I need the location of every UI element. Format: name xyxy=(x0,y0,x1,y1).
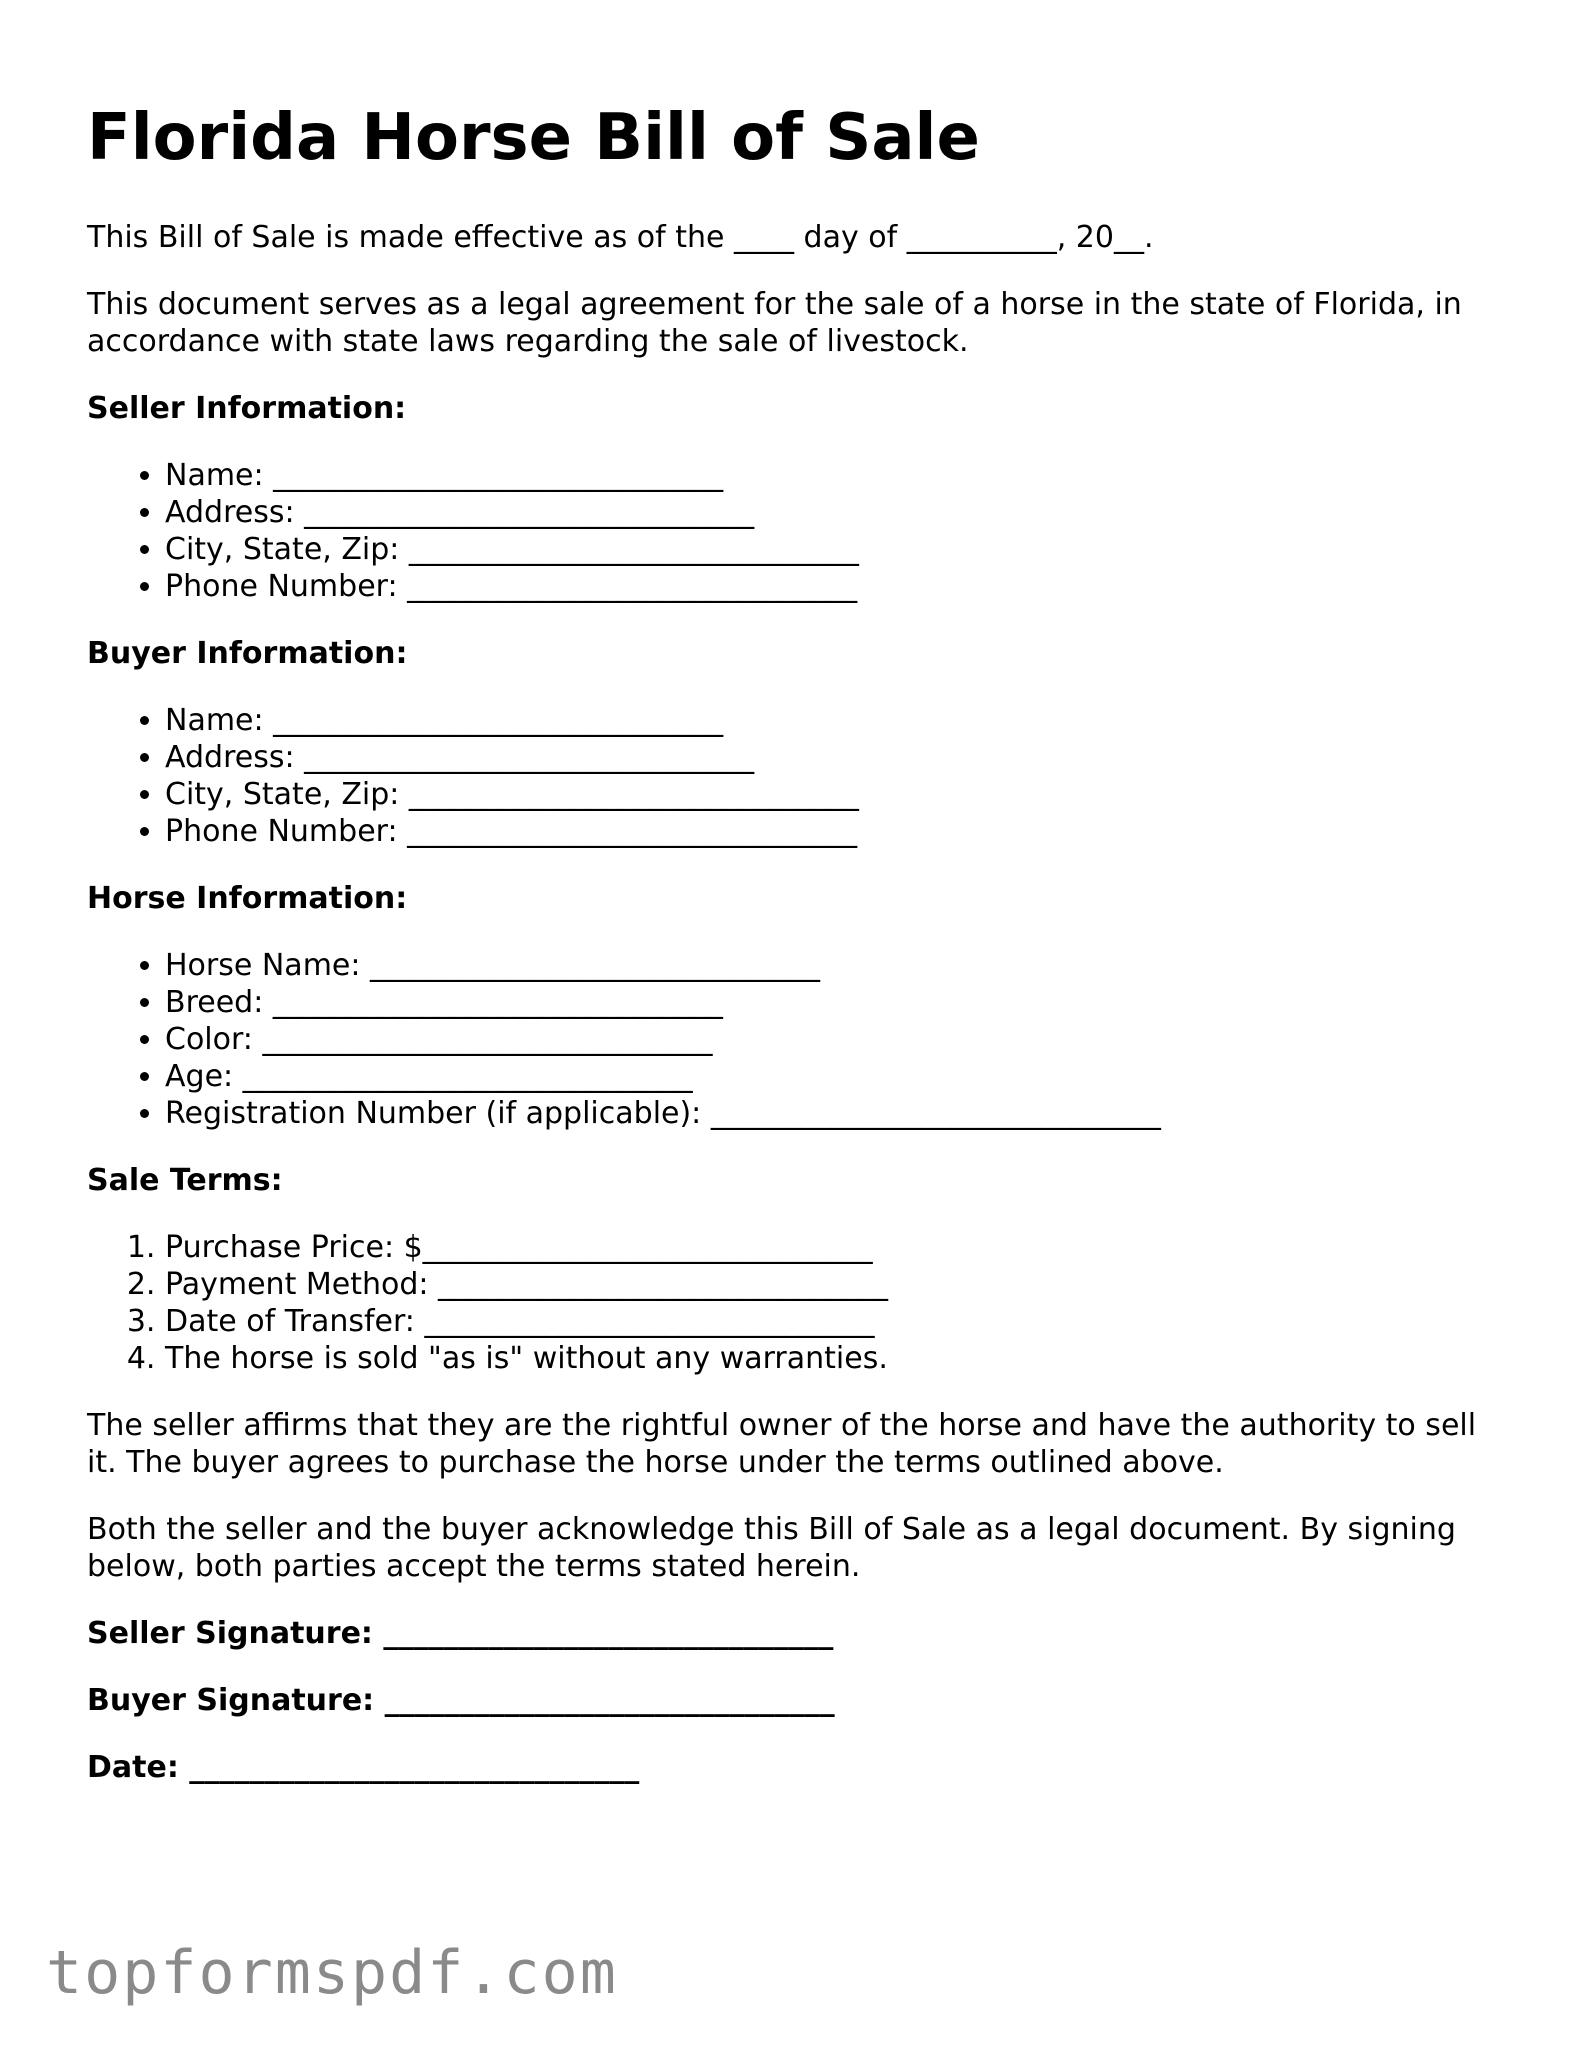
effective-date-line: This Bill of Sale is made effective as of the ____ day of __________, 20__. xyxy=(87,219,1154,255)
document-page xyxy=(87,100,1507,1816)
acknowledgement-paragraph: Both the seller and the buyer acknowledge this Bill of Sale as a legal document. By signing below, both parties accept the terms stated herein. xyxy=(87,1511,1456,1584)
date-of-transfer-field: 3. Date of Transfer: ______________________________ xyxy=(165,1303,1507,1340)
seller-phone-field: • Phone Number: ______________________________ xyxy=(165,568,1507,605)
buyer-info-list xyxy=(87,702,1507,850)
seller-info-list xyxy=(87,457,1507,605)
horse-breed-field: • Breed: ______________________________ xyxy=(165,984,1507,1021)
document-title: Florida Horse Bill of Sale xyxy=(87,101,980,175)
seller-heading: Seller Information: xyxy=(87,390,407,426)
buyer-phone-field: • Phone Number: ______________________________ xyxy=(165,813,1507,850)
horse-info-list xyxy=(87,947,1507,1132)
horse-heading: Horse Information: xyxy=(87,880,408,916)
seller-signature-line: Seller Signature: ______________________________ xyxy=(87,1615,834,1651)
horse-name-field: • Horse Name: ______________________________ xyxy=(165,947,1507,984)
buyer-city-state-zip-field: • City, State, Zip: ______________________________ xyxy=(165,776,1507,813)
seller-name-field: • Name: ______________________________ xyxy=(165,457,1507,494)
horse-age-field: • Age: ______________________________ xyxy=(165,1058,1507,1095)
payment-method-field: 2. Payment Method: ______________________________ xyxy=(165,1266,1507,1303)
buyer-name-field: • Name: ______________________________ xyxy=(165,702,1507,739)
horse-registration-field: • Registration Number (if applicable): ______________________________ xyxy=(165,1095,1507,1132)
seller-address-field: • Address: ______________________________ xyxy=(165,494,1507,531)
as-is-clause: 4. The horse is sold "as is" without any warranties. xyxy=(165,1340,1507,1377)
intro-paragraph: This document serves as a legal agreement for the sale of a horse in the state of Florida, in accordance with state laws regarding the sale of livestock. xyxy=(87,286,1462,359)
buyer-signature-line: Buyer Signature: ______________________________ xyxy=(87,1682,835,1718)
horse-color-field: • Color: ______________________________ xyxy=(165,1021,1507,1058)
purchase-price-field: 1. Purchase Price: $______________________________ xyxy=(165,1229,1507,1266)
buyer-heading: Buyer Information: xyxy=(87,635,408,671)
sale-terms-list xyxy=(87,1229,1507,1377)
seller-city-state-zip-field: • City, State, Zip: ______________________________ xyxy=(165,531,1507,568)
sale-terms-heading: Sale Terms: xyxy=(87,1162,283,1198)
affirmation-paragraph: The seller affirms that they are the rightful owner of the horse and have the authority to sell it. The buyer agrees to purchase the horse under the terms outlined above. xyxy=(87,1407,1477,1480)
buyer-address-field: • Address: ______________________________ xyxy=(165,739,1507,776)
date-signature-line: Date: ______________________________ xyxy=(87,1749,640,1785)
watermark: topformspdf.com xyxy=(46,1938,618,2008)
